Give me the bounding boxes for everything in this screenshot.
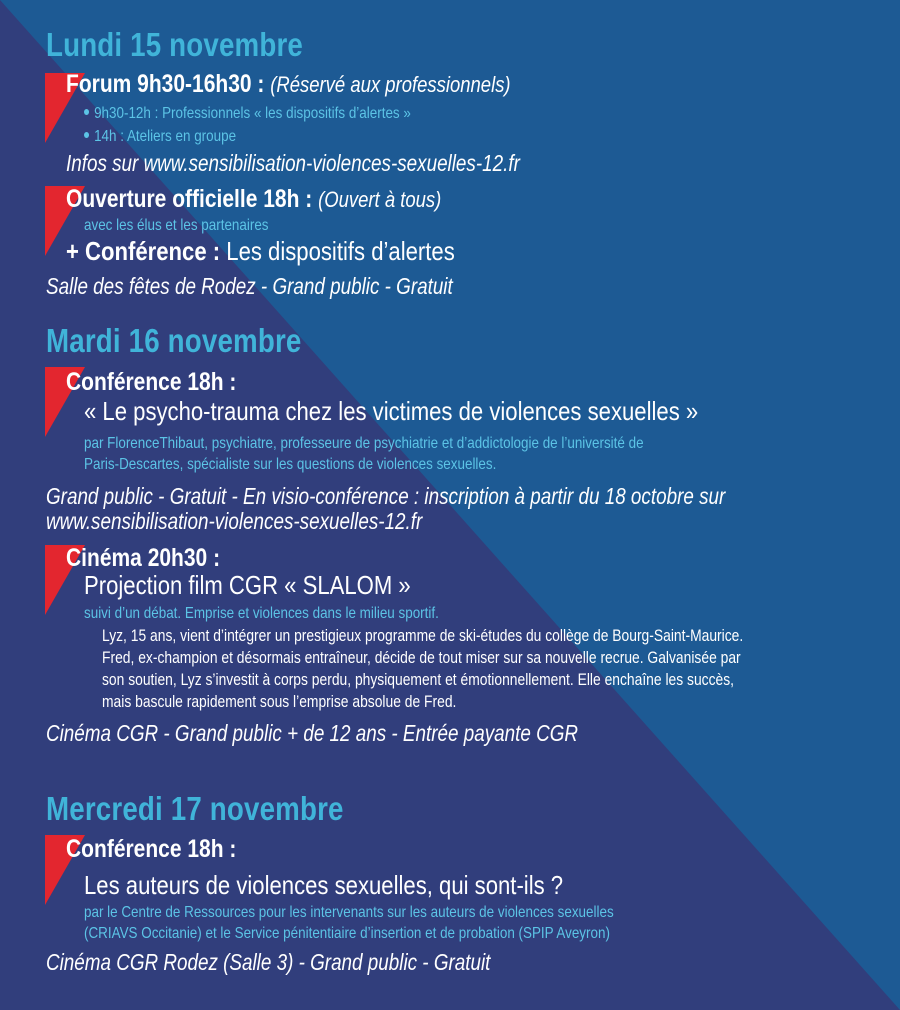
synopsis-line: son soutien, Lyz s’investit à corps perdu, physiquement et émotionnellement. Elle enchaîne les succès, <box>102 671 735 689</box>
synopsis-line: mais bascule rapidement sous l’emprise absolue de Fred. <box>102 693 457 711</box>
event-detail-line: Paris-Descartes, spécialiste sur les questions de violences sexuelles. <box>84 456 497 473</box>
day-heading-tuesday: Mardi 16 novembre <box>46 322 302 359</box>
bullet-item: 9h30-12h : Professionnels « les dispositifs d’alertes » <box>84 105 411 123</box>
event-detail-line: par FlorenceThibaut, psychiatre, professeure de psychiatrie et d’addictologie de l’université de <box>84 435 644 452</box>
event-detail-line: (CRIAVS Occitanie) et le Service pénitentiaire d’insertion et de probation (SPIP Aveyron) <box>84 925 610 942</box>
event-info-line: Grand public - Gratuit - En visio-conférence : inscription à partir du 18 octobre sur <box>46 483 726 509</box>
day-heading-monday: Lundi 15 novembre <box>46 26 304 63</box>
event-subtitle: Projection film CGR « SLALOM » <box>84 570 411 600</box>
bullet-dot-icon <box>84 132 89 138</box>
event-location: Cinéma CGR - Grand public + de 12 ans - Entrée payante CGR <box>46 720 579 746</box>
event-info-link[interactable]: www.sensibilisation-violences-sexuelles-12.fr <box>46 508 423 534</box>
synopsis-line: Lyz, 15 ans, vient d’intégrer un prestigieux programme de ski-études du collège de Bourg-Saint-Maurice. <box>102 627 744 645</box>
event-title-text: Forum 9h30-16h30 : <box>66 70 265 98</box>
synopsis-line: Fred, ex-champion et désormais entraîneur, décide de tout miser sur sa nouvelle recrue. Galvanisée par <box>102 649 741 667</box>
bullet-item: 14h : Ateliers en groupe <box>84 128 236 146</box>
event-subtitle: « Le psycho-trauma chez les victimes de violences sexuelles » <box>84 396 699 426</box>
event-subtitle: + Conférence : Les dispositifs d’alertes <box>66 236 455 266</box>
event-title-conference: Conférence 18h : <box>66 368 237 396</box>
event-detail: avec les élus et les partenaires <box>84 217 269 234</box>
event-detail-line: par le Centre de Ressources pour les intervenants sur les auteurs de violences sexuelles <box>84 904 614 921</box>
event-title-text: Ouverture officielle 18h : <box>66 185 313 213</box>
event-audience-note: (Réservé aux professionnels) <box>270 72 511 97</box>
event-info-link[interactable]: Infos sur www.sensibilisation-violences-sexuelles-12.fr <box>66 150 520 176</box>
event-location: Cinéma CGR Rodez (Salle 3) - Grand public - Gratuit <box>46 949 491 975</box>
event-location: Salle des fêtes de Rodez - Grand public - Gratuit <box>46 273 453 299</box>
event-subtitle: Les auteurs de violences sexuelles, qui sont-ils ? <box>84 870 564 900</box>
event-audience-note: (Ouvert à tous) <box>318 187 442 212</box>
event-title-forum <box>66 70 511 99</box>
event-detail: suivi d’un débat. Emprise et violences dans le milieu sportif. <box>84 605 439 622</box>
event-title-opening <box>66 185 441 214</box>
bullet-dot-icon <box>84 109 89 115</box>
event-title-cinema: Cinéma 20h30 : <box>66 544 221 572</box>
event-title-conference: Conférence 18h : <box>66 835 237 863</box>
day-heading-wednesday: Mercredi 17 novembre <box>46 790 344 827</box>
